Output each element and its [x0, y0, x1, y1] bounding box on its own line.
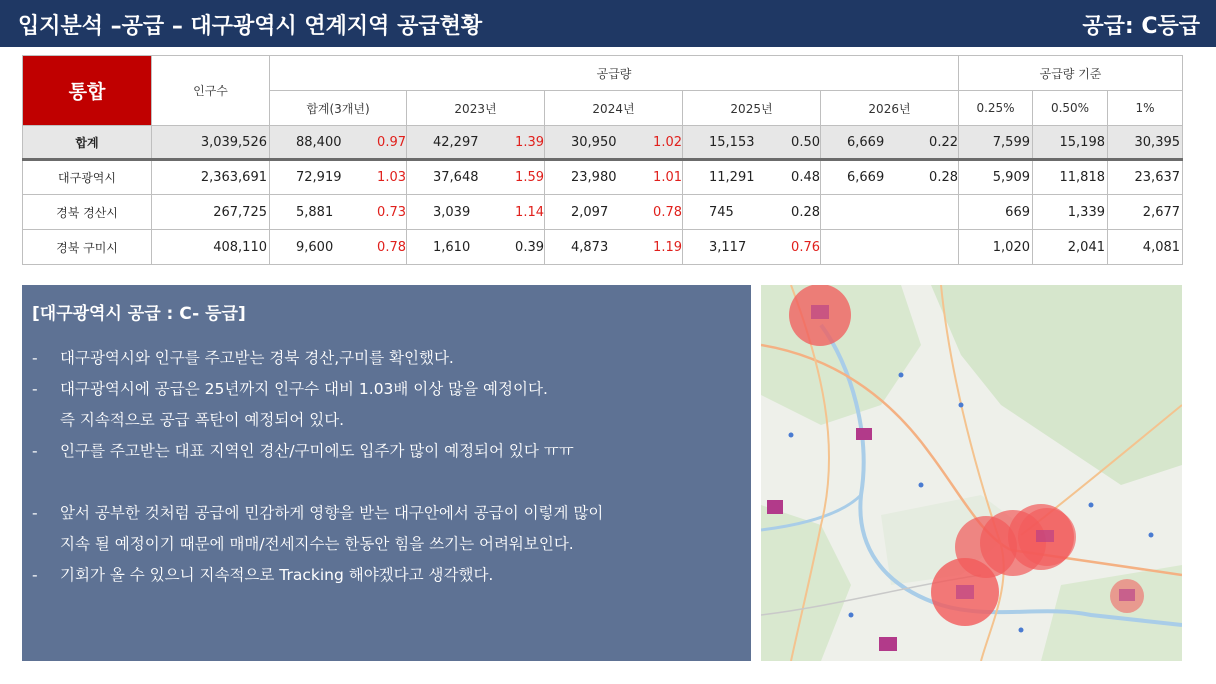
- table-cell: [407, 126, 545, 160]
- bullet-line: [32, 343, 732, 374]
- analysis-panel: [22, 285, 751, 661]
- cell-ratio: 1.14: [515, 204, 544, 220]
- cell-criteria: 4,081: [1108, 230, 1183, 265]
- cell-ratio: 0.78: [377, 239, 406, 255]
- table-cell: [545, 126, 683, 160]
- cell-value: 72,919: [296, 170, 342, 185]
- header-year: 2026년: [821, 91, 959, 126]
- table-cell: [821, 160, 959, 195]
- cell-criteria: 7,599: [959, 126, 1033, 160]
- cell-ratio: 1.19: [653, 239, 682, 255]
- panel-heading: [대구광역시 공급 : C- 등급]: [32, 304, 246, 324]
- table-cell: [821, 195, 959, 230]
- bullet-text: 즉 지속적으로 공급 폭탄이 예정되어 있다.: [60, 411, 345, 429]
- header-criteria: 공급량 기준: [959, 56, 1183, 91]
- supply-map: [761, 285, 1182, 661]
- bullet-line: [32, 560, 732, 591]
- header-criteria-pct: 1%: [1108, 91, 1183, 126]
- bullet-text: 지속 될 예정이기 때문에 매매/전세지수는 한동안 힘을 쓰기는 어려워보인다.: [60, 535, 574, 553]
- bullet-line: [32, 374, 732, 405]
- table-cell: [270, 126, 407, 160]
- header-total3: 합계(3개년): [270, 91, 407, 126]
- row-label: 합계: [23, 126, 152, 160]
- bullet-dash: -: [32, 566, 38, 584]
- table-cell: [545, 160, 683, 195]
- cell-value: 5,881: [296, 204, 334, 220]
- cell-ratio: 0.50: [791, 134, 820, 150]
- page-title: 입지분석 –공급 – 대구광역시 연계지역 공급현황: [18, 14, 483, 39]
- cell-ratio: 1.59: [515, 170, 544, 185]
- header-year: 2025년: [683, 91, 821, 126]
- map-graphic: [761, 285, 1182, 661]
- cell-ratio: 1.01: [653, 170, 682, 185]
- cell-value: 88,400: [296, 134, 342, 150]
- table-cell: [821, 230, 959, 265]
- bullet-line: [32, 467, 732, 498]
- table-cell: [270, 160, 407, 195]
- table-cell: [683, 230, 821, 265]
- row-label: 경북 구미시: [23, 230, 152, 265]
- cell-ratio: 0.73: [377, 204, 406, 220]
- bullet-dash: -: [32, 442, 38, 460]
- cell-value: 3,039: [433, 204, 471, 220]
- table-cell: [821, 126, 959, 160]
- cell-criteria: 30,395: [1108, 126, 1183, 160]
- bullet-text: 기회가 올 수 있으니 지속적으로 Tracking 해야겠다고 생각했다.: [60, 566, 494, 584]
- table-cell: [407, 195, 545, 230]
- table-cell: [683, 160, 821, 195]
- cell-value: 9,600: [296, 239, 334, 255]
- cell-value: 1,610: [433, 239, 471, 255]
- cell-criteria: 15,198: [1033, 126, 1108, 160]
- table-row: [23, 195, 1183, 230]
- cell-value: 3,117: [709, 239, 747, 255]
- cell-value: 30,950: [571, 134, 617, 150]
- table-cell: [407, 230, 545, 265]
- cell-criteria: 1,339: [1033, 195, 1108, 230]
- row-label: 대구광역시: [23, 160, 152, 195]
- cell-ratio: 0.97: [377, 134, 406, 150]
- table-cell: [270, 195, 407, 230]
- table-row: [23, 230, 1183, 265]
- bullet-line: [32, 405, 732, 436]
- supply-table: [22, 55, 1183, 265]
- cell-value: 37,648: [433, 170, 479, 185]
- header-criteria-pct: 0.25%: [959, 91, 1033, 126]
- bullet-text: 대구광역시에 공급은 25년까지 인구수 대비 1.03배 이상 많을 예정이다.: [60, 380, 548, 398]
- cell-criteria: 11,818: [1033, 160, 1108, 195]
- header-year: 2023년: [407, 91, 545, 126]
- cell-criteria: 1,020: [959, 230, 1033, 265]
- cell-value: 11,291: [709, 170, 755, 185]
- header-supply: 공급량: [270, 56, 959, 91]
- cell-ratio: 1.02: [653, 134, 682, 150]
- table-body: [23, 126, 1183, 265]
- bullet-text: 앞서 공부한 것처럼 공급에 민감하게 영향을 받는 대구안에서 공급이 이렇게 많이: [60, 504, 604, 522]
- cell-population: 3,039,526: [152, 126, 270, 160]
- cell-population: 408,110: [152, 230, 270, 265]
- table-cell: [407, 160, 545, 195]
- cell-ratio: 0.78: [653, 204, 682, 220]
- cell-value: 2,097: [571, 204, 609, 220]
- header-population: 인구수: [152, 56, 270, 126]
- bullet-line: [32, 529, 732, 560]
- cell-value: 42,297: [433, 134, 479, 150]
- cell-population: 267,725: [152, 195, 270, 230]
- bullet-text: 인구를 주고받는 대표 지역인 경산/구미에도 입주가 많이 예정되어 있다 ㅠㅠ: [60, 442, 574, 460]
- cell-criteria: 2,041: [1033, 230, 1108, 265]
- cell-ratio: 0.76: [791, 239, 820, 255]
- table-cell: [270, 230, 407, 265]
- table-cell: [545, 230, 683, 265]
- cell-ratio: 1.03: [377, 170, 406, 185]
- table-cell: [545, 195, 683, 230]
- cell-population: 2,363,691: [152, 160, 270, 195]
- table-cell: [683, 126, 821, 160]
- bullet-dash: -: [32, 349, 38, 367]
- bullet-list: [32, 343, 732, 591]
- cell-criteria: 669: [959, 195, 1033, 230]
- header-bar: [0, 0, 1216, 47]
- cell-ratio: 0.28: [791, 204, 820, 220]
- cell-value: 4,873: [571, 239, 609, 255]
- grade-label: 공급: C등급: [1082, 14, 1200, 39]
- cell-value: 745: [709, 204, 734, 220]
- cell-value: 23,980: [571, 170, 617, 185]
- bullet-line: [32, 436, 732, 467]
- cell-criteria: 5,909: [959, 160, 1033, 195]
- bullet-text: 대구광역시와 인구를 주고받는 경북 경산,구미를 확인했다.: [60, 349, 454, 367]
- bullet-dash: -: [32, 380, 38, 398]
- cell-ratio: 0.39: [515, 239, 544, 255]
- bullet-line: [32, 498, 732, 529]
- header-criteria-pct: 0.50%: [1033, 91, 1108, 126]
- table-row: [23, 160, 1183, 195]
- table-row: [23, 126, 1183, 160]
- bullet-dash: -: [32, 504, 38, 522]
- cell-value: 15,153: [709, 134, 755, 150]
- cell-ratio: 0.28: [929, 170, 958, 185]
- cell-ratio: 0.48: [791, 170, 820, 185]
- cell-criteria: 2,677: [1108, 195, 1183, 230]
- cell-criteria: 23,637: [1108, 160, 1183, 195]
- table-cell: [683, 195, 821, 230]
- table-corner-label: 통합: [23, 56, 152, 126]
- cell-value: 6,669: [847, 170, 885, 185]
- cell-ratio: 0.22: [929, 134, 958, 150]
- cell-ratio: 1.39: [515, 134, 544, 150]
- row-label: 경북 경산시: [23, 195, 152, 230]
- cell-value: 6,669: [847, 134, 885, 150]
- header-year: 2024년: [545, 91, 683, 126]
